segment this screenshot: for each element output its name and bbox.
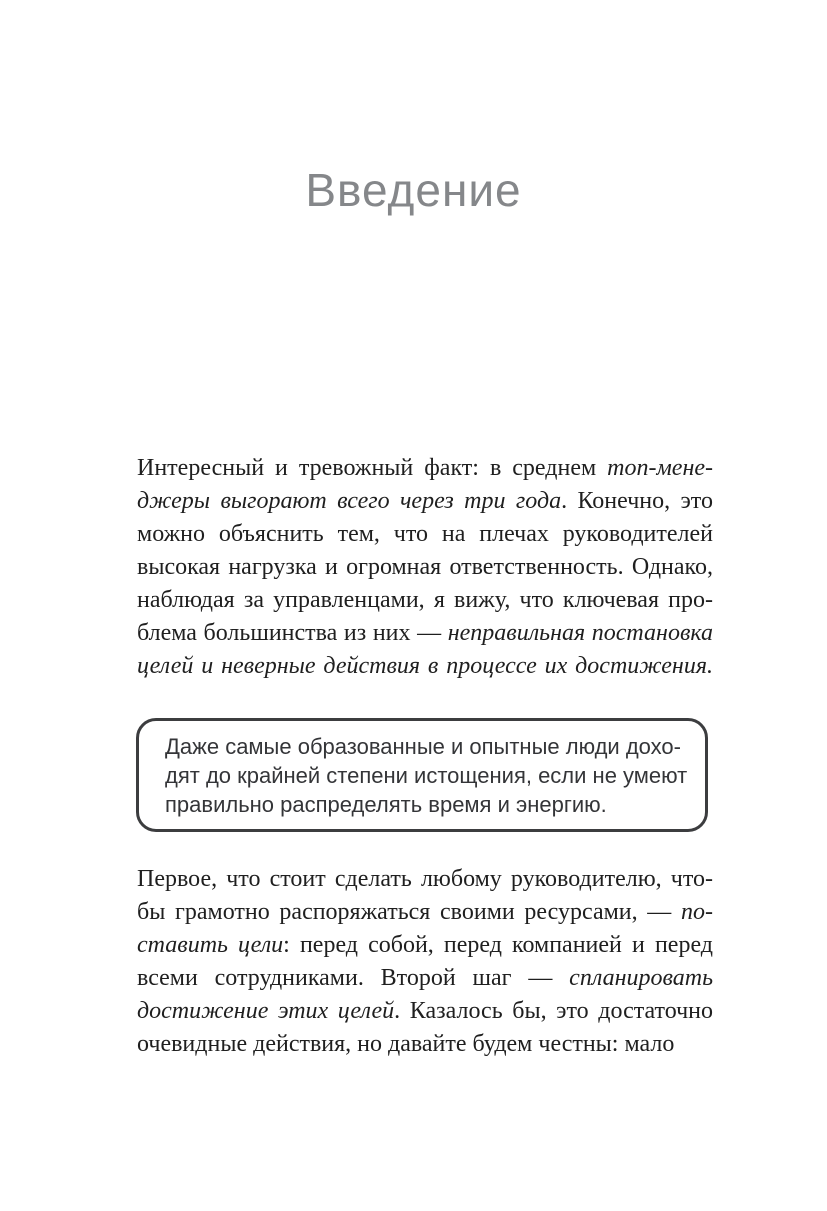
- callout-text: [165, 732, 688, 819]
- text-line: всеми сотрудниками. Второй шаг — спланировать: [137, 965, 713, 991]
- text-line: ставить цели: перед собой, перед компанией и перед: [137, 932, 713, 958]
- text-line: Интересный и тревожный факт: в среднем топ-мене-: [137, 455, 713, 481]
- text-line: бы грамотно распоряжаться своими ресурсами, — по-: [137, 899, 713, 925]
- text-line: джеры выгорают всего через три года. Конечно, это: [137, 488, 713, 514]
- callout-box: [136, 718, 708, 832]
- intro-paragraph: [137, 452, 713, 683]
- body-paragraph: [137, 863, 713, 1061]
- text-line: наблюдая за управленцами, я вижу, что ключевая про-: [137, 587, 713, 613]
- chapter-title: Введение: [305, 164, 522, 216]
- text-line: можно объяснить тем, что на плечах руководителей: [137, 521, 713, 547]
- callout-line: Даже самые образованные и опытные люди дохо-: [165, 734, 681, 759]
- callout-line: дят до крайней степени истощения, если не умеют: [165, 763, 688, 788]
- text-line: Первое, что стоит сделать любому руководителю, что-: [137, 866, 713, 892]
- text-line: достижение этих целей. Казалось бы, это достаточно: [137, 998, 713, 1024]
- text-line: высокая нагрузка и огромная ответственность. Однако,: [137, 554, 713, 580]
- text-line: очевидные действия, но давайте будем честны: мало: [137, 1031, 675, 1057]
- callout-line: правильно распределять время и энергию.: [165, 792, 607, 817]
- text-line: целей и неверные действия в процессе их достижения.: [137, 653, 713, 679]
- text-line: блема большинства из них — неправильная постановка: [137, 620, 713, 646]
